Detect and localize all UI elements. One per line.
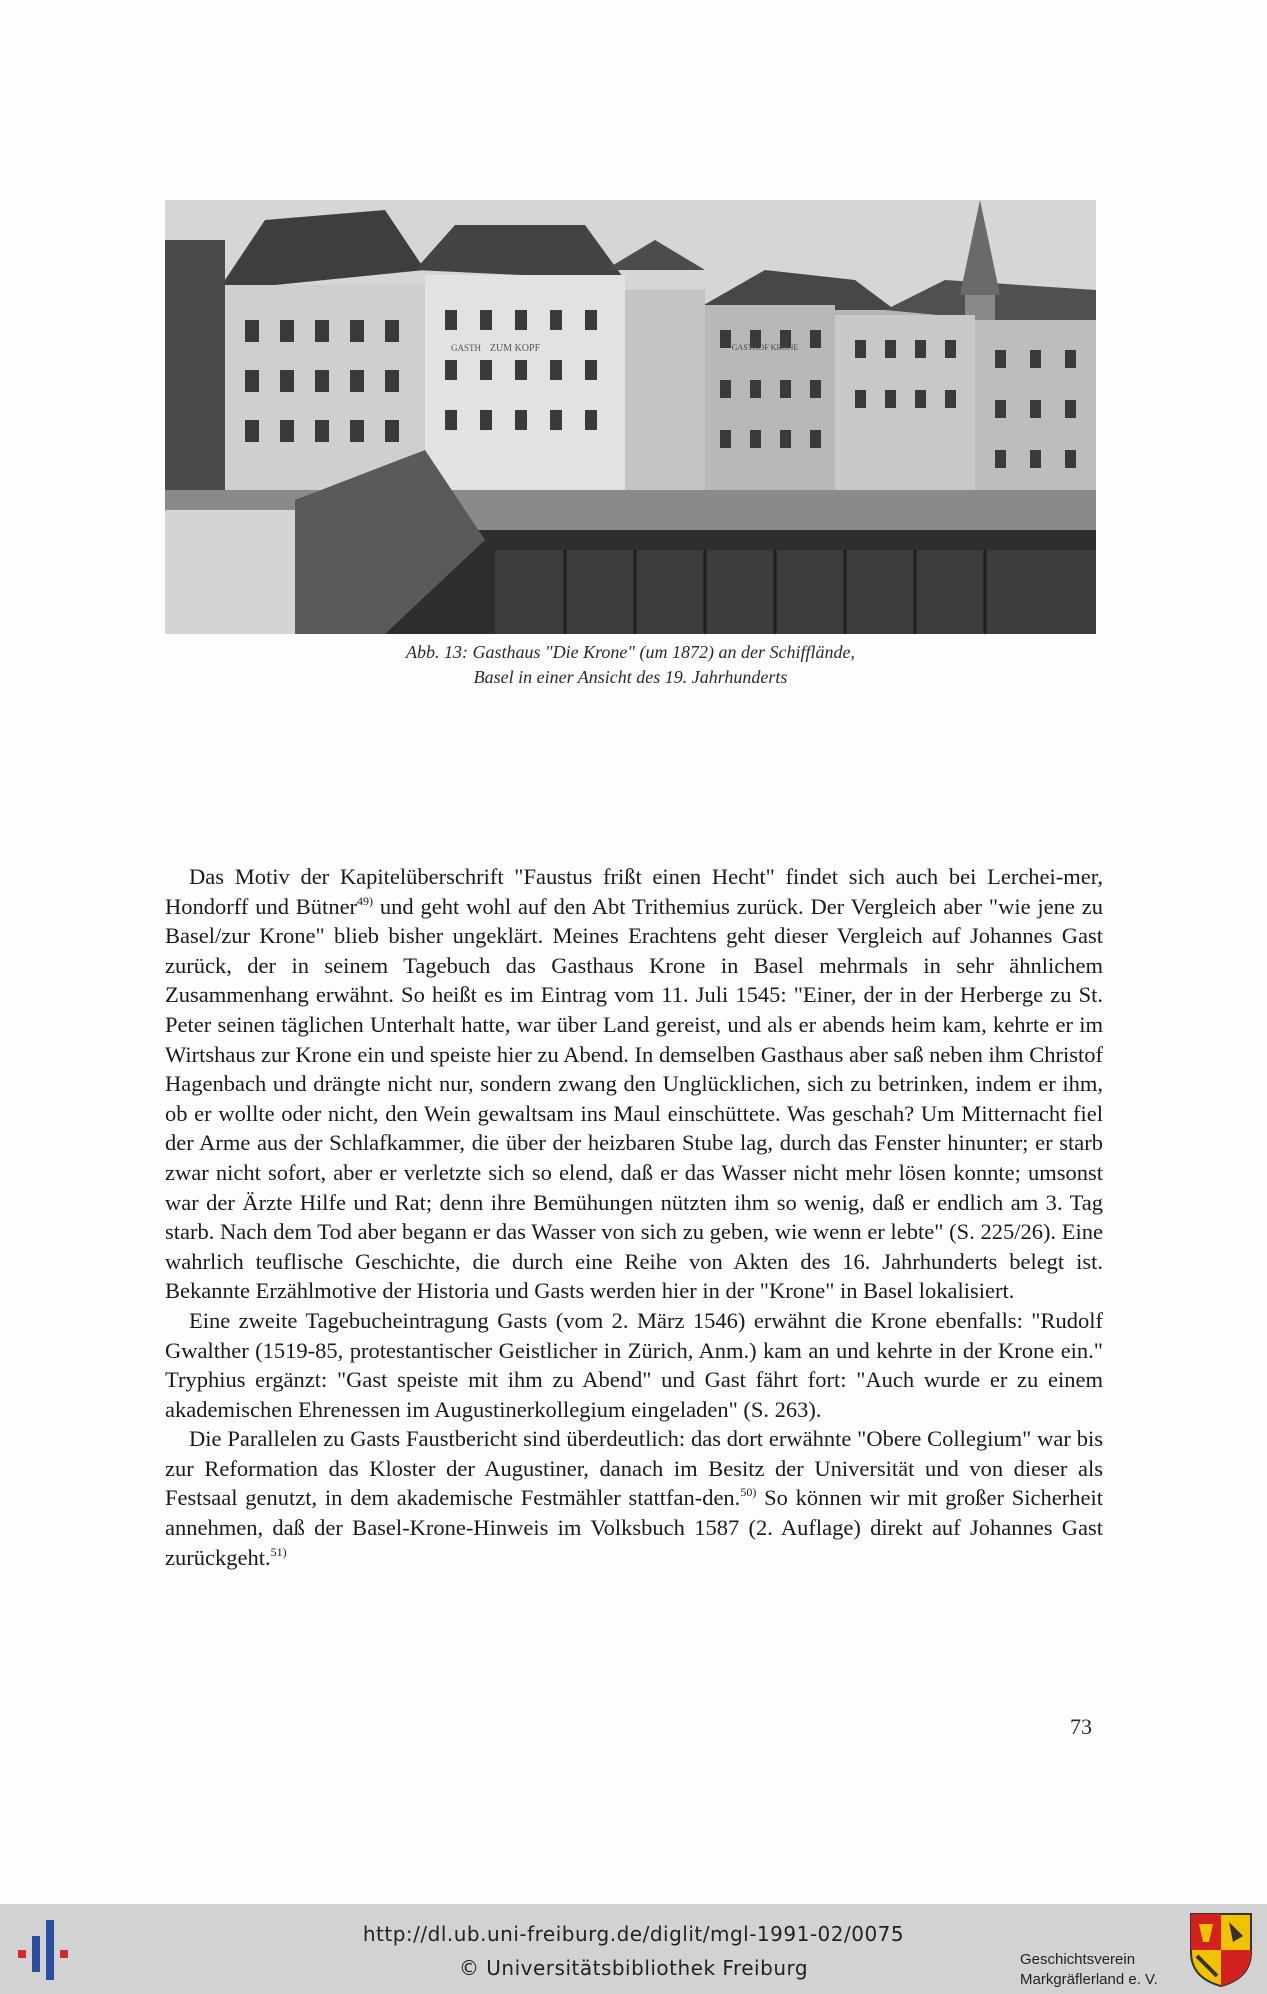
permalink-url[interactable]: http://dl.ub.uni-freiburg.de/diglit/mgl-1991-02/0075 bbox=[362, 1922, 905, 1946]
page-number: 73 bbox=[1070, 1714, 1092, 1739]
historic-photo-gasthaus-krone bbox=[165, 200, 1096, 634]
footnote-ref-49[interactable]: 49) bbox=[357, 893, 374, 908]
paragraph-3-text-a: Die Parallelen zu Gasts Faustbericht sind überdeutlich: das dort erwähnte "Obere Collegium" war bis zur Reformation das Kloster der Augustiner, danach im Besitz der Universität und von dieser als Festsaal genutzt, in dem akademische Festmähler stattfan-den. bbox=[165, 1426, 1103, 1511]
sign-zum-kopf: ZUM KOPF bbox=[489, 343, 541, 354]
paragraph-3-text-b: So können wir mit großer Sicherheit annehmen, daß der Basel-Krone-Hinweis im Volksbuch 1587 (2. Auflage) direkt auf Johannes Gast zurückgeht. bbox=[165, 1485, 1103, 1570]
photo-illustration bbox=[165, 200, 1096, 634]
paragraph-2: Eine zweite Tagebucheintragung Gasts (vom 2. März 1546) erwähnt die Krone ebenfalls: "Rudolf Gwalther (1519-85, protestantischer Geistlicher in Zürich, Anm.) kam an und kehrte in der Krone ein." Tryphius ergänzt: "Gast speiste mit ihm zu Abend" und Gast fährt fort: "Auch wurde er zu einem akademischen Ehrenessen im Augustinerkollegium eingeladen" (S. 263). bbox=[165, 1307, 1103, 1422]
figure-caption bbox=[165, 640, 1096, 690]
footnote-ref-50[interactable]: 50) bbox=[740, 1485, 757, 1500]
sign-gasthof-krone: GASTHOF KRONE bbox=[731, 343, 799, 352]
caption-line-2: Basel in einer Ansicht des 19. Jahrhunderts bbox=[473, 667, 788, 687]
footer-bar bbox=[0, 1904, 1267, 1994]
footnote-ref-51[interactable]: 51) bbox=[270, 1544, 287, 1559]
sign-gasthaus: GASTH bbox=[451, 343, 482, 353]
caption-line-1: Abb. 13: Gasthaus "Die Krone" (um 1872) an der Schifflände, bbox=[406, 642, 855, 662]
society-name[interactable] bbox=[1020, 1950, 1158, 1990]
coat-of-arms-icon[interactable] bbox=[1189, 1912, 1253, 1988]
society-line-2: Markgräflerland e. V. bbox=[1020, 1971, 1158, 1988]
body-text bbox=[165, 862, 1103, 1572]
paragraph-3 bbox=[165, 1424, 1103, 1572]
paragraph-1-text-a: Das Motiv der Kapitelüberschrift "Faustus frißt einen Hecht" findet sich auch bei Lerchei-mer, Hondorff und Bütner bbox=[165, 864, 1103, 919]
paragraph-1 bbox=[165, 862, 1103, 1306]
society-line-1: Geschichtsverein bbox=[1020, 1951, 1136, 1968]
paragraph-1-text-b: und geht wohl auf den Abt Trithemius zurück. Der Vergleich aber "wie jene zu Basel/zur Krone" blieb bisher ungeklärt. Meines Erachtens geht dieser Vergleich auf Johannes Gast zurück, der in seinem Tagebuch das Gasthaus Krone in Basel mehrmals in sehr ähnlichem Zusammenhang erwähnt. So heißt es im Eintrag vom 11. Juli 1545: "Einer, der in der Herberge zu St. Peter seinen täglichen Unterhalt hatte, war über Land gereist, und als er abends heim kam, kehrte er im Wirtshaus zur Krone ein und speiste hier zu Abend. In demselben Gasthaus aber saß neben ihm Christof Hagenbach und drängte nicht nur, sondern zwang den Unglücklichen, sich zu betrinken, indem er ihm, ob er wollte oder nicht, den Wein gewaltsam ins Maul einschüttete. Was geschah? Um Mitternacht fiel der Arme aus der Schlafkammer, die über der heizbaren Stube lag, durch das Fenster hinunter; er starb zwar nicht sofort, aber er verletzte sich so elend, daß er das Wasser nicht mehr lösen konnte; umsonst war der Ärzte Hilfe und Rat; denn ihre Bemühungen nützten ihm so wenig, daß er endlich am 3. Tag starb. Nach dem Tod aber begann er das Wasser von sich zu geben, wie wenn er lebte" (S. 225/26). Eine wahrlich teuflische Geschichte, die durch eine Reihe von Akten des 16. Jahrhunderts belegt ist. Bekannte Erzählmotive der Historia und Gasts werden hier in der "Krone" in Basel lokalisiert. bbox=[165, 893, 1103, 1304]
copyright-text: © Universitätsbibliothek Freiburg bbox=[458, 1956, 809, 1980]
